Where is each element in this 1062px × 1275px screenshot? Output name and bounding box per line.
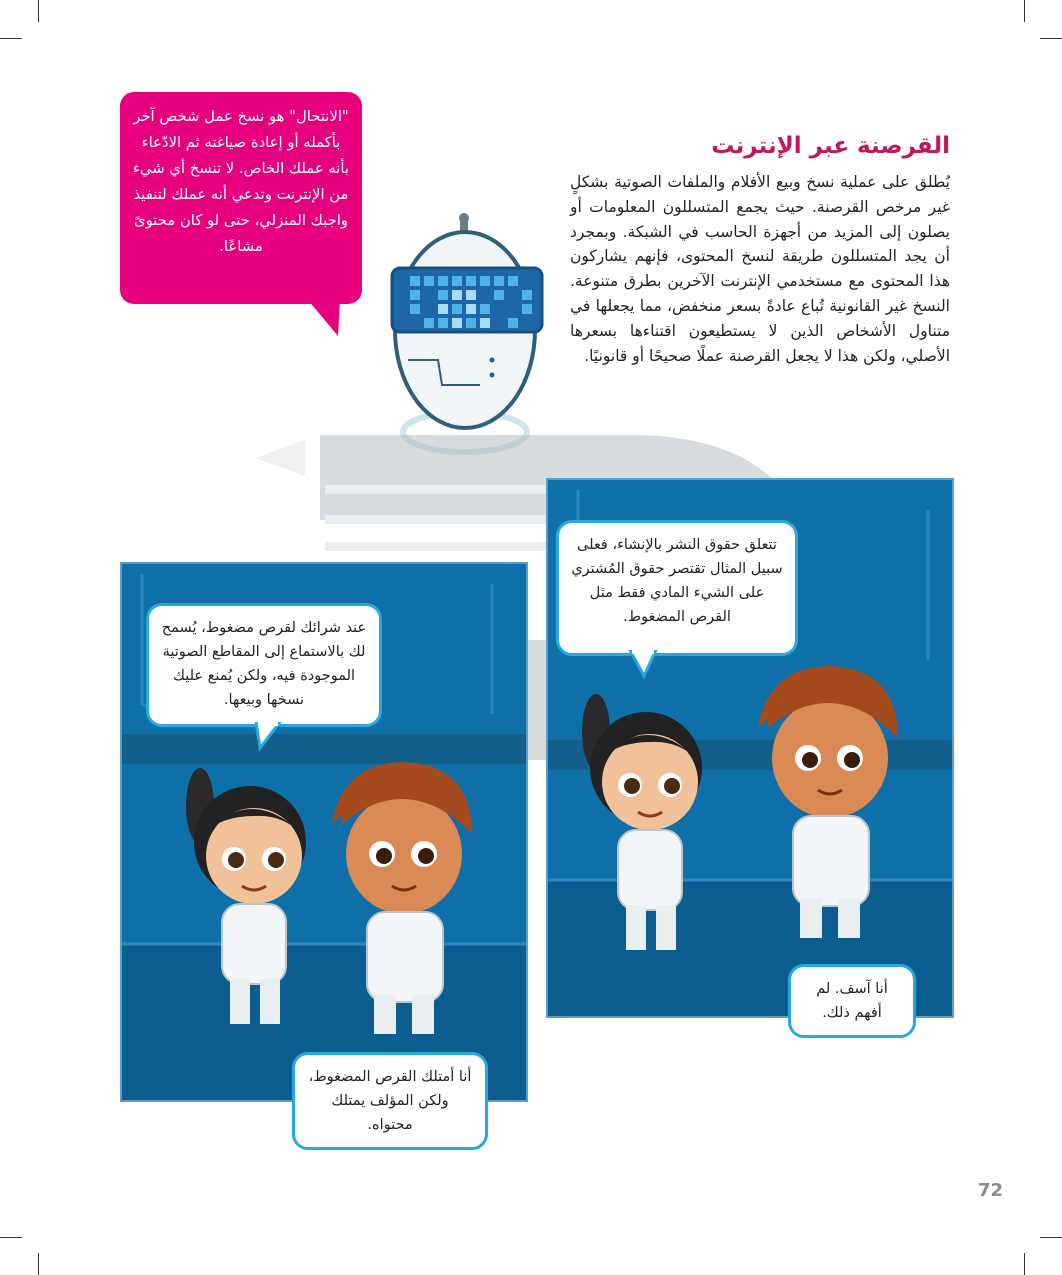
crop-mark xyxy=(0,38,22,39)
boy-character xyxy=(738,658,908,938)
robot-illustration xyxy=(380,210,550,460)
crop-mark xyxy=(1040,38,1062,39)
crop-mark xyxy=(0,1237,22,1238)
page-number: 72 xyxy=(978,1180,1004,1201)
crop-mark xyxy=(38,0,39,22)
bubble-tail-icon xyxy=(250,722,290,752)
note-text: "الانتحال" هو نسخ عمل شخص آخر بأكمله أو إعادة صياغته ثم الادّعاء بأنه عملك الخاص. لا تنسخ أي شيء من الإنترنت وتدعي أنه عملك لتنفيذ واجبك المنزلي، حتى لو كان محتوىً مشاعًا. xyxy=(132,108,350,255)
bubble-tail-icon xyxy=(626,650,666,680)
crop-mark xyxy=(1040,1237,1062,1238)
crop-mark xyxy=(1024,0,1025,22)
speech-bubble-left-girl: عند شرائك لقرص مضغوط، يُسمح لك بالاستماع إلى المقاطع الصوتية الموجودة فيه، ولكن يُمنع عليك نسخها وبيعها. xyxy=(146,603,382,727)
section-title: القرصنة عبر الإنترنت xyxy=(711,133,950,159)
crop-mark xyxy=(38,1253,39,1275)
speech-bubble-left-boy: أنا أمتلك القرص المضغوط، ولكن المؤلف يمتلك محتواه. xyxy=(292,1052,488,1150)
girl-character xyxy=(568,690,718,950)
note-tail-icon xyxy=(300,300,350,340)
girl-character xyxy=(172,764,322,1024)
crop-mark xyxy=(1024,1253,1025,1275)
speech-bubble-right-boy: أنا آسف. لم أفهم ذلك. xyxy=(788,964,916,1038)
section-body: يُطلق على عملية نسخ وبيع الأفلام والملفات الصوتية بشكلٍ غير مرخص القرصنة. حيث يجمع المتسللون المعلومات أو يصلون إلى المزيد من أجهزة الحاسب في الشبكة. وبمجرد أن يجد المتسللون طريقة لنسخ المحتوى، فإنهم يشاركون هذا المحتوى مع مستخدمي الإنترنت الآخرين بطرق متنوعة. النسخ غير القانونية تُباع عادةً بسعر منخفض، مما يجعلها في متناول الأشخاص الذين لا يستطيعون اقتناءها بسعرها الأصلي، ولكن هذا لا يجعل القرصنة عملًا صحيحًا أو قانونيًا. xyxy=(570,173,950,365)
speech-bubble-right-girl: تتعلق حقوق النشر بالإنشاء، فعلى سبيل المثال تقتصر حقوق المُشتري على الشيء المادي فقط مثل القرص المضغوط. xyxy=(556,520,798,656)
boy-character xyxy=(312,754,482,1034)
